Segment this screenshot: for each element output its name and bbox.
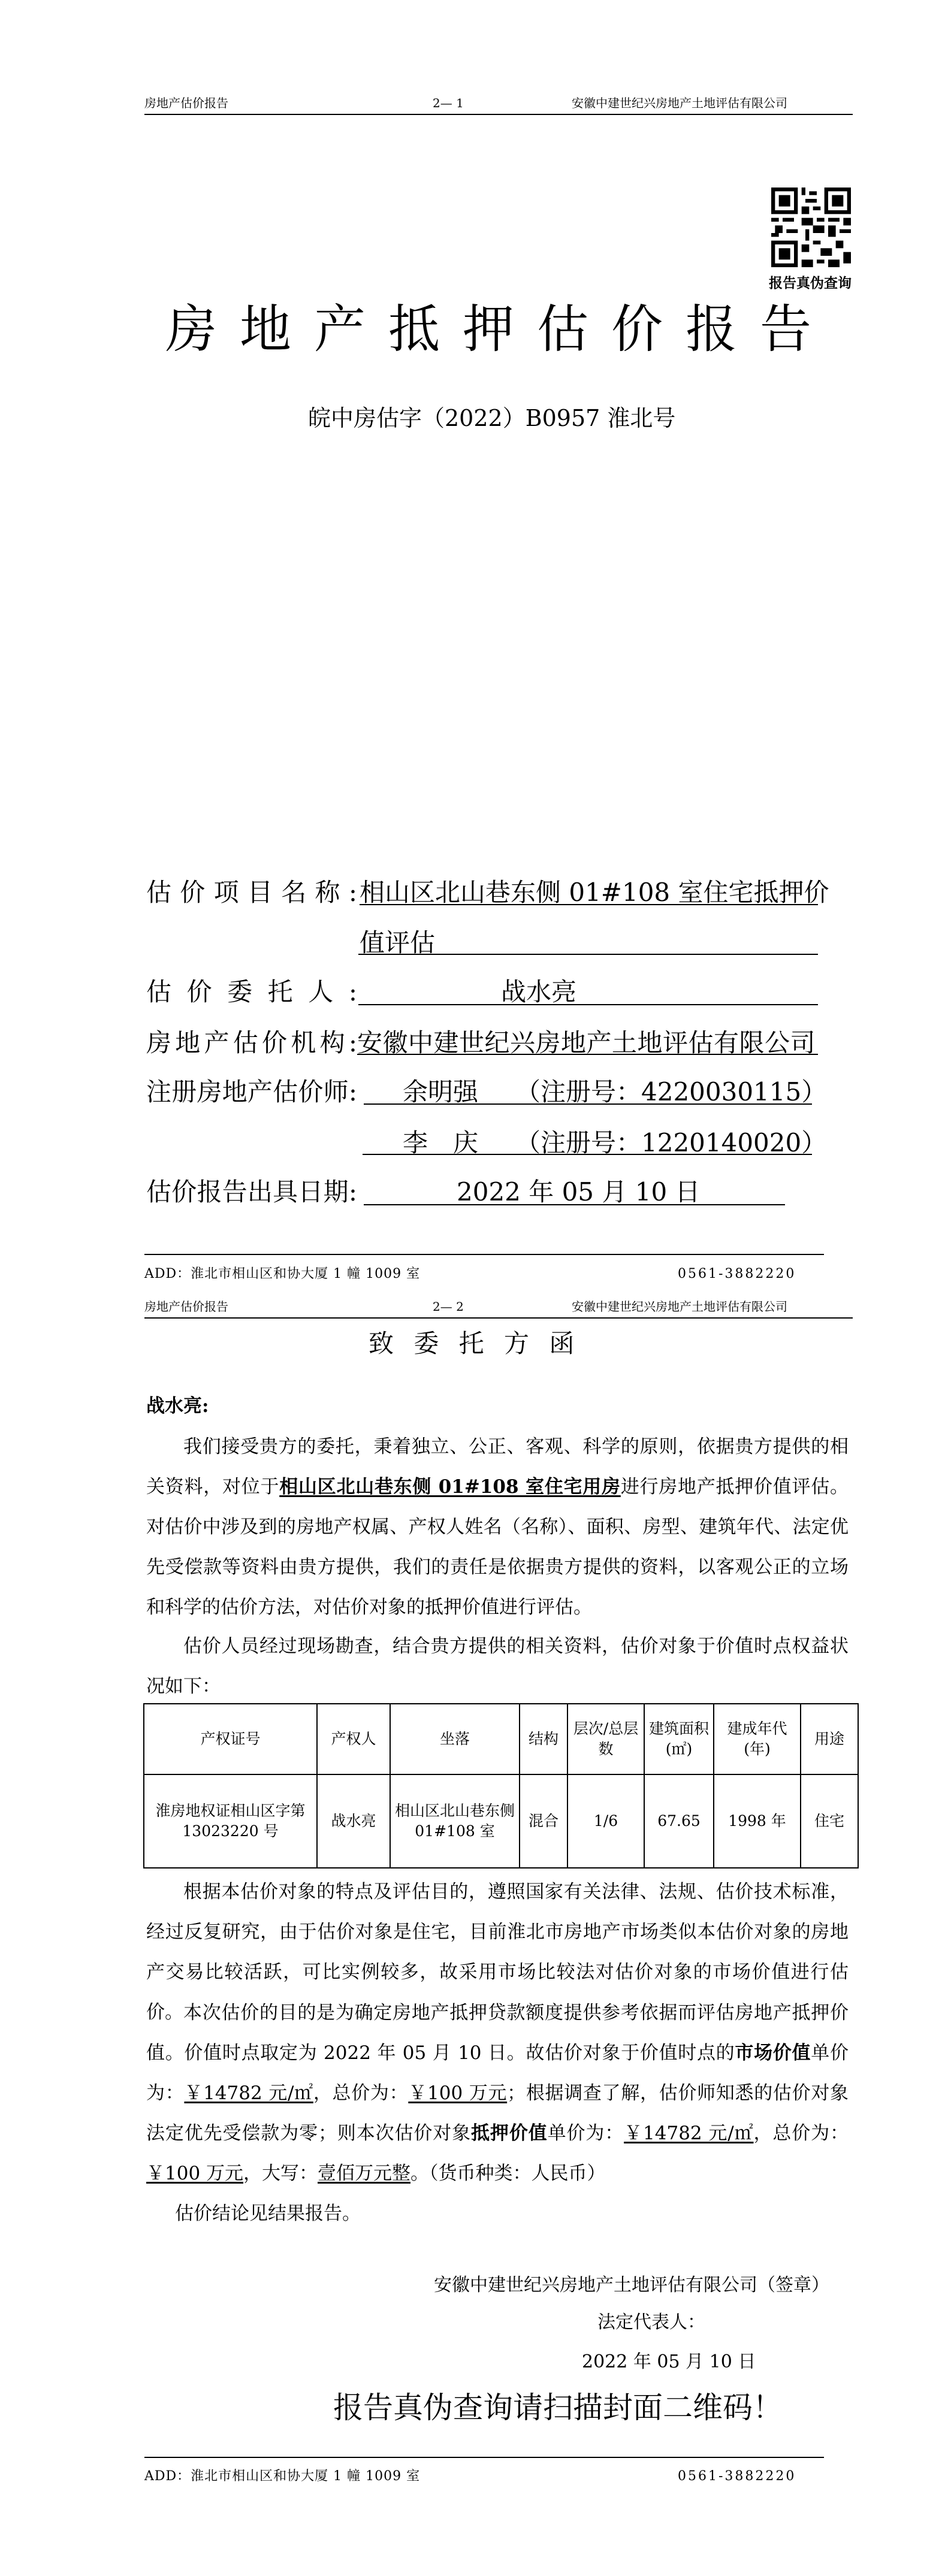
header-page-number: 2— 1 — [433, 96, 464, 110]
qr-caption: 报告真伪查询 — [769, 275, 852, 291]
footer-divider — [144, 1254, 824, 1255]
col-usage: 用途 — [801, 1704, 858, 1774]
table-row — [144, 1774, 858, 1868]
qr-code-icon[interactable] — [771, 188, 851, 267]
total-in-words: 壹佰万元整 — [318, 2163, 411, 2184]
col-floor: 层次/总层数 — [567, 1704, 644, 1774]
cell-owner: 战水亮 — [317, 1774, 390, 1868]
col-certificate: 产权证号 — [144, 1704, 317, 1774]
market-unit-price: ￥14782 元/㎡ — [184, 2082, 313, 2104]
mortgage-unit-price: ￥14782 元/㎡ — [624, 2123, 754, 2144]
letter-title: 致 委 托 方 函 — [369, 1329, 575, 1358]
report-date-value: 2022 年 05 月 10 日 — [457, 1177, 701, 1207]
property-table — [143, 1703, 859, 1868]
appraiser-1-registration: （注册号：4220030115） — [515, 1077, 827, 1106]
header-left: 房地产估价报告 — [144, 96, 228, 110]
client-label: 估价委托人: — [146, 977, 357, 1006]
col-structure: 结构 — [520, 1704, 567, 1774]
report-date-label: 估价报告出具日期: — [146, 1177, 357, 1207]
market-total-price: ￥100 万元 — [408, 2082, 508, 2104]
footer-address: ADD：淮北市相山区和协大厦 1 幢 1009 室 — [144, 1266, 421, 1281]
cell-year: 1998 年 — [714, 1774, 801, 1868]
project-name-underline-2 — [358, 954, 818, 955]
property-address: 相山区北山巷东侧 01#108 室住宅用房 — [279, 1476, 621, 1498]
col-year: 建成年代(年) — [714, 1704, 801, 1774]
header-divider — [144, 114, 853, 115]
salutation: 战水亮: — [146, 1395, 209, 1417]
verification-notice: 报告真伪查询请扫描封面二维码！ — [333, 2390, 783, 2425]
table-header-row — [144, 1704, 858, 1774]
header-page-number: 2— 2 — [433, 1299, 464, 1314]
project-name-value-line2: 值评估 — [360, 928, 436, 957]
footer-phone: 0561-3882220 — [678, 2469, 796, 2484]
project-name-value: 相山区北山巷东侧 01#108 室住宅抵押价 — [360, 878, 829, 907]
document-number: 皖中房估字（2022）B0957 淮北号 — [308, 405, 676, 431]
col-owner: 产权人 — [317, 1704, 390, 1774]
report-date-underline — [364, 1204, 785, 1205]
col-location: 坐落 — [390, 1704, 520, 1774]
client-value: 战水亮 — [501, 977, 577, 1006]
footer-divider — [144, 2457, 824, 2458]
appraiser-1-underline — [364, 1103, 812, 1105]
cell-structure: 混合 — [520, 1774, 567, 1868]
paragraph-2: 估价人员经过现场勘查，结合贵方提供的相关资料，估价对象于价值时点权益状况如下： — [146, 1635, 849, 1697]
project-name-underline — [360, 904, 818, 905]
header-right: 安徽中建世纪兴房地产土地评估有限公司 — [572, 96, 787, 110]
paragraph-5: 估价结论见结果报告。 — [175, 2203, 361, 2224]
col-area: 建筑面积(㎡) — [644, 1704, 714, 1774]
cell-area: 67.65 — [644, 1774, 714, 1868]
appraiser-2-underline — [363, 1154, 812, 1155]
legal-representative: 法定代表人： — [597, 2312, 705, 2333]
agency-underline — [357, 1054, 818, 1055]
footer-phone: 0561-3882220 — [678, 1266, 796, 1281]
cell-usage: 住宅 — [801, 1774, 858, 1868]
client-underline — [358, 1004, 818, 1005]
paragraph-4: 本次估价的目的是为确定房地产抵押贷款额度提供参考依据而评估房地产抵押价值。价值时点取定为 2022 年 05 月 10 日。故估价对象于价值时点的市场价值单价为：￥14782 元/㎡，总价为：￥100 万元；根据调查了解，估价师知悉的估价对象法定优先受偿款为零；则本次估价对象抵押价值单价为：￥14782 元/㎡，总价为：￥100 万元，大写：壹佰万元整。（货币种类：人民币） — [146, 2002, 849, 2184]
appraiser-2-registration: （注册号：1220140020） — [515, 1128, 827, 1157]
report-title: 房地产抵押估价报告 — [165, 300, 834, 359]
appraiser-2-name: 李 庆 — [403, 1128, 479, 1157]
appraiser-label: 注册房地产估价师: — [146, 1077, 357, 1106]
project-name-label: 估价项目名称: — [146, 878, 357, 907]
signature-company: 安徽中建世纪兴房地产土地评估有限公司（签章） — [434, 2275, 829, 2296]
cell-certificate: 淮房地权证相山区字第 13023220 号 — [144, 1774, 317, 1868]
header-right: 安徽中建世纪兴房地产土地评估有限公司 — [572, 1299, 787, 1314]
signature-date: 2022 年 05 月 10 日 — [582, 2351, 756, 2372]
header-divider — [144, 1317, 853, 1319]
paragraph-3: 根据本估价对象的特点及评估目的，遵照国家有关法律、法规、估价技术标准，经过反复研究，由于估价对象是住宅，目前淮北市房地产市场类似本估价对象的房地产交易比较活跃，可比实例较多，故采用市场比较法对估价对象的市场价值进行估价。 — [146, 1881, 849, 2023]
agency-value: 安徽中建世纪兴房地产土地评估有限公司 — [357, 1028, 816, 1057]
appraiser-1-name: 余明强 — [403, 1077, 479, 1106]
header-left: 房地产估价报告 — [144, 1299, 228, 1314]
mortgage-total-price: ￥100 万元 — [146, 2163, 244, 2184]
cell-floor: 1/6 — [567, 1774, 644, 1868]
agency-label: 房地产估价机构: — [146, 1028, 357, 1057]
cell-location: 相山区北山巷东侧 01#108 室 — [390, 1774, 520, 1868]
paragraph-1: 我们接受贵方的委托，秉着独立、公正、客观、科学的原则，依据贵方提供的相关资料，对位于相山区北山巷东侧 01#108 室住宅用房进行房地产抵押价值评估。对估价中涉及到的房地产权属、产权人姓名（名称）、面积、房型、建筑年代、法定优先受偿款等资料由贵方提供，我们的责任是依据贵方提供的资料，以客观公正的立场和科学的估价方法，对估价对象的抵押价值进行评估。 — [146, 1436, 849, 1618]
footer-address: ADD：淮北市相山区和协大厦 1 幢 1009 室 — [144, 2469, 421, 2484]
